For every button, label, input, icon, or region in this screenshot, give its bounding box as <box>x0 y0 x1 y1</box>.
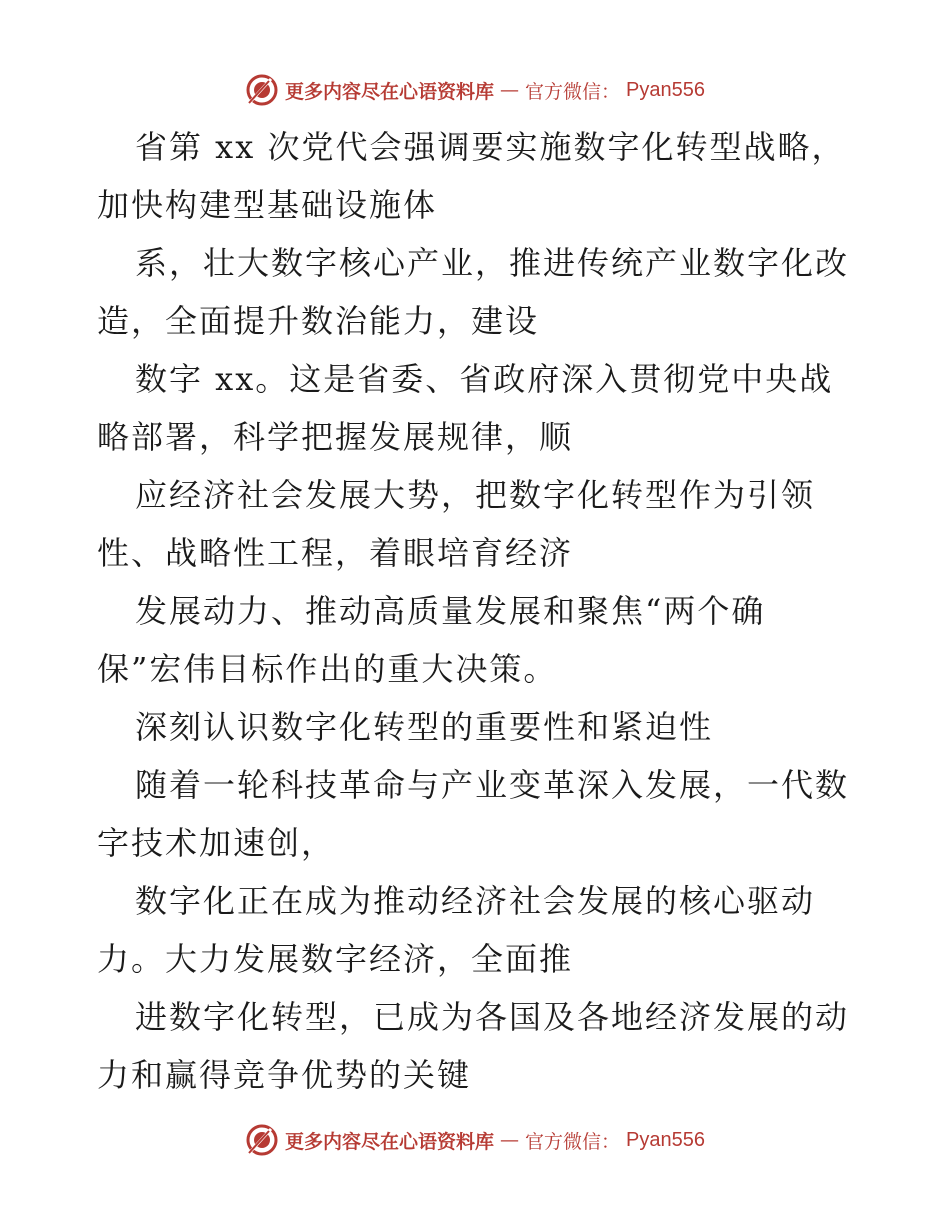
text-line: 系，壮大数字核心产业，推进传统产业数字化改 <box>135 244 850 282</box>
text-line: 省第 xx 次党代会强调要实施数字化转型战略， <box>135 128 846 166</box>
watermark-dash: — <box>500 79 520 101</box>
pen-seal-icon <box>245 1123 279 1157</box>
text-line: 保”宏伟目标作出的重大决策。 <box>97 650 558 688</box>
watermark-dash: — <box>500 1129 520 1151</box>
text-line: 力和赢得竞争优势的关键 <box>97 1056 472 1094</box>
section-heading: 深刻认识数字化转型的重要性和紧迫性 <box>135 708 714 746</box>
text-line: 数字化正在成为推动经济社会发展的核心驱动 <box>135 882 816 920</box>
text-line: 随着一轮科技革命与产业变革深入发展，一代数 <box>135 766 850 804</box>
watermark-wechat-id: Pyan556 <box>626 78 705 101</box>
text-line: 力。大力发展数字经济，全面推 <box>97 940 574 978</box>
watermark-wechat-label: 官方微信： <box>525 80 621 103</box>
text-line: 数字 xx。这是省委、省政府深入贯彻党中央战 <box>135 360 834 398</box>
watermark-header <box>0 70 950 110</box>
text-line: 略部署，科学把握发展规律，顺 <box>97 418 574 456</box>
watermark-footer <box>0 1120 950 1160</box>
text-line: 字技术加速创， <box>97 824 336 862</box>
text-line: 应经济社会发展大势，把数字化转型作为引领 <box>135 476 816 514</box>
watermark-wechat-id: Pyan556 <box>626 1128 705 1151</box>
watermark-text: 更多内容尽在心语资料库 <box>285 1130 495 1153</box>
text-line: 性、战略性工程，着眼培育经济 <box>97 534 574 572</box>
text-line: 发展动力、推动高质量发展和聚焦“两个确 <box>135 592 766 630</box>
watermark-text: 更多内容尽在心语资料库 <box>285 80 495 103</box>
document-body <box>97 118 867 1104</box>
text-line: 造，全面提升数治能力，建设 <box>97 302 540 340</box>
watermark-wechat-label: 官方微信： <box>525 1130 621 1153</box>
text-line: 进数字化转型，已成为各国及各地经济发展的动 <box>135 998 850 1036</box>
pen-seal-icon <box>245 73 279 107</box>
text-line: 加快构建型基础设施体 <box>97 186 438 224</box>
